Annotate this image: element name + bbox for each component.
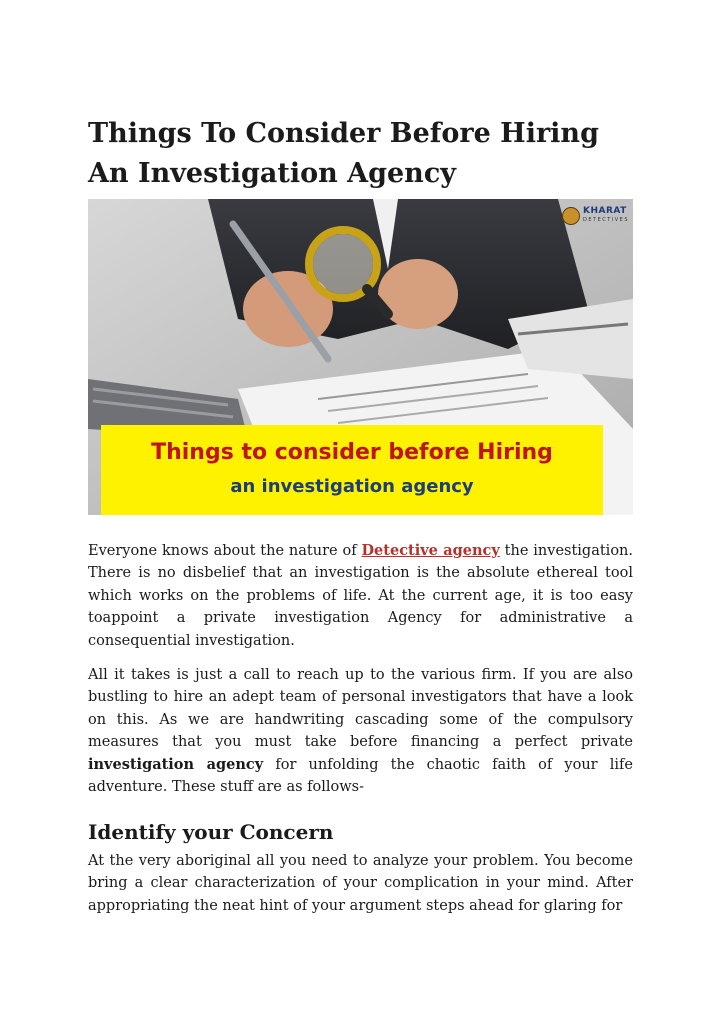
hero-banner [101,425,603,515]
logo-text-bottom: DETECTIVES [583,217,629,223]
detective-badge-icon [562,207,580,225]
second-paragraph [88,664,633,798]
banner-headline: Things to consider before Hiring [151,440,553,465]
intro-text-end: the investigation. There is no disbelief that an investigation is the absolute ethereal tool which works on the problems of life. At the current age, it is too easy toappoint a private investigation Agency for administrative a consequential investigation. [88,543,633,649]
hero-image [88,199,633,515]
brand-logo [562,207,629,225]
intro-paragraph [88,540,633,652]
second-text-end: for unfolding the chaotic faith of your life adventure. These stuff are as follows- [88,756,633,796]
logo-text-top: KHARAT [583,206,627,216]
section-heading-identify-concern: Identify your Concern [88,820,334,844]
article-title: Things To Consider Before Hiring An Investigation Agency [88,118,599,189]
second-text-start: All it takes is just a call to reach up to the various firm. If you are also bustling to hire an adept team of personal investigators that have a look on this. As we are handwriting cascading some of the compulsory measures that you must take before financing a perfect private [88,667,633,751]
intro-text-start: Everyone knows about the nature of [88,543,362,559]
investigation-agency-bold: investigation agency [88,755,264,773]
detective-agency-link[interactable]: Detective agency [361,542,500,559]
banner-subheadline: an investigation agency [230,476,474,497]
section-paragraph: At the very aboriginal all you need to analyze your problem. You become bring a clear characterization of your complication in your mind. After appropriating the neat hint of your argument steps ahead for glaring for [88,853,633,914]
